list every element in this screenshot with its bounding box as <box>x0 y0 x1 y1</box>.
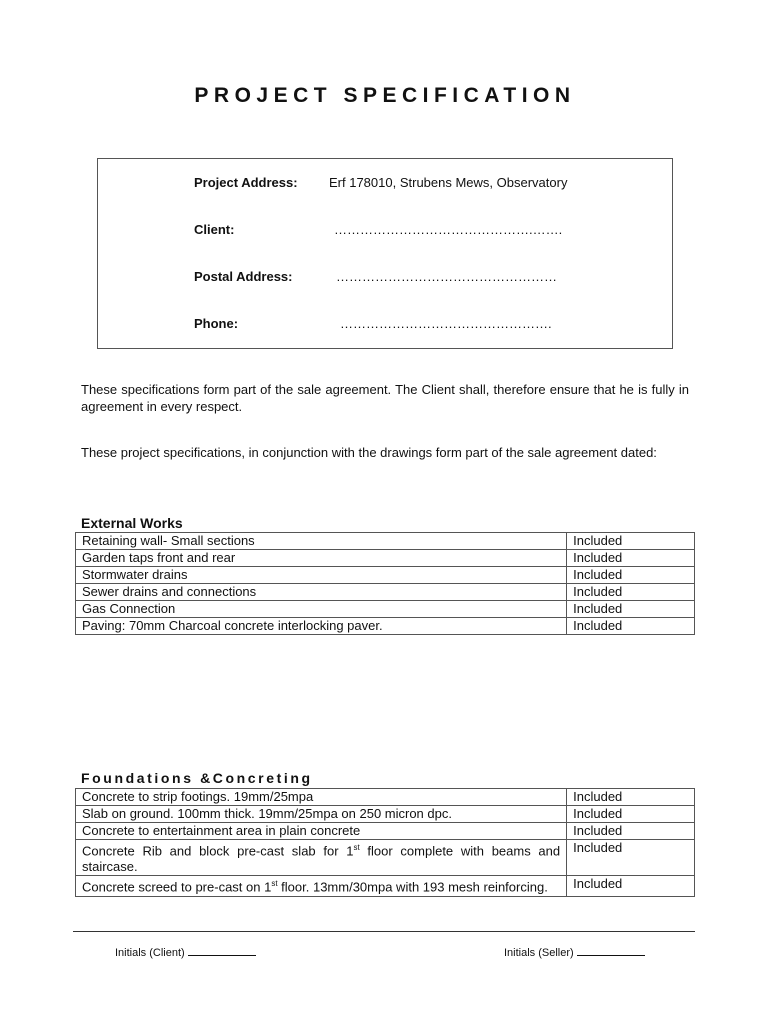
footer-divider <box>73 931 695 932</box>
table-row <box>76 567 695 584</box>
postal-address-value: …………………………………………… <box>336 269 557 284</box>
item-cell <box>76 840 567 876</box>
status-cell: Included <box>567 550 695 567</box>
phone-label: Phone: <box>194 316 239 331</box>
postal-address-label: Postal Address: <box>194 269 293 284</box>
table-row <box>76 550 695 567</box>
project-info-box <box>97 158 673 349</box>
seller-initials-label: Initials (Seller) <box>504 947 574 959</box>
table-row <box>76 840 695 876</box>
client-label: Client: <box>194 222 235 237</box>
table-row <box>76 823 695 840</box>
item-cell: Retaining wall- Small sections <box>76 533 567 550</box>
phone-value: …………………………………………. <box>340 316 552 331</box>
table-row <box>76 601 695 618</box>
client-initials-label: Initials (Client) <box>115 947 185 959</box>
table-row <box>76 584 695 601</box>
project-address-label: Project Address: <box>194 175 298 190</box>
foundations-heading: Foundations &Concreting <box>81 770 313 786</box>
table-row <box>76 876 695 896</box>
item-cell: Gas Connection <box>76 601 567 618</box>
item-text: floor. 13mm/30mpa with 193 mesh reinforcing. <box>277 879 548 895</box>
item-cell: Slab on ground. 100mm thick. 19mm/25mpa on 250 micron dpc. <box>76 806 567 823</box>
seller-initials <box>504 947 645 959</box>
status-cell: Included <box>567 618 695 635</box>
status-cell: Included <box>567 533 695 550</box>
client-initials <box>115 947 256 959</box>
client-initials-line[interactable] <box>188 955 256 956</box>
item-cell: Concrete to strip footings. 19mm/25mpa <box>76 789 567 806</box>
sale-agreement-paragraph: These specifications form part of the sale agreement. The Client shall, therefore ensure that he is fully in agreement in every respect. <box>81 382 689 414</box>
ordinal-suffix: st <box>271 879 278 889</box>
table-row <box>76 533 695 550</box>
client-value: ……………………………………….……. <box>334 222 563 237</box>
status-cell: Included <box>567 823 695 840</box>
item-text: Concrete screed to pre-cast on 1 <box>82 879 272 895</box>
external-works-heading: External Works <box>81 515 183 531</box>
item-cell: Stormwater drains <box>76 567 567 584</box>
item-cell: Garden taps front and rear <box>76 550 567 567</box>
status-cell: Included <box>567 806 695 823</box>
item-cell: Sewer drains and connections <box>76 584 567 601</box>
status-cell: Included <box>567 876 695 896</box>
item-cell: Concrete to entertainment area in plain concrete <box>76 823 567 840</box>
foundations-table <box>75 788 695 897</box>
page-title: PROJECT SPECIFICATION <box>194 84 576 107</box>
table-row <box>76 789 695 806</box>
project-address-value: Erf 178010, Strubens Mews, Observatory <box>329 175 568 190</box>
status-cell: Included <box>567 601 695 618</box>
item-text: Concrete Rib and block pre-cast slab for 1 <box>82 843 354 859</box>
ordinal-suffix: st <box>353 843 360 852</box>
table-row <box>76 806 695 823</box>
item-text: floor complete with beams and staircase. <box>82 843 561 875</box>
item-cell: Paving: 70mm Charcoal concrete interlocking paver. <box>76 618 567 635</box>
drawings-paragraph: These project specifications, in conjunction with the drawings form part of the sale agreement dated: <box>81 445 657 460</box>
status-cell: Included <box>567 567 695 584</box>
external-works-table <box>75 532 695 635</box>
status-cell: Included <box>567 840 695 876</box>
seller-initials-line[interactable] <box>577 955 645 956</box>
status-cell: Included <box>567 789 695 806</box>
table-row <box>76 618 695 635</box>
status-cell: Included <box>567 584 695 601</box>
item-cell <box>76 876 567 896</box>
